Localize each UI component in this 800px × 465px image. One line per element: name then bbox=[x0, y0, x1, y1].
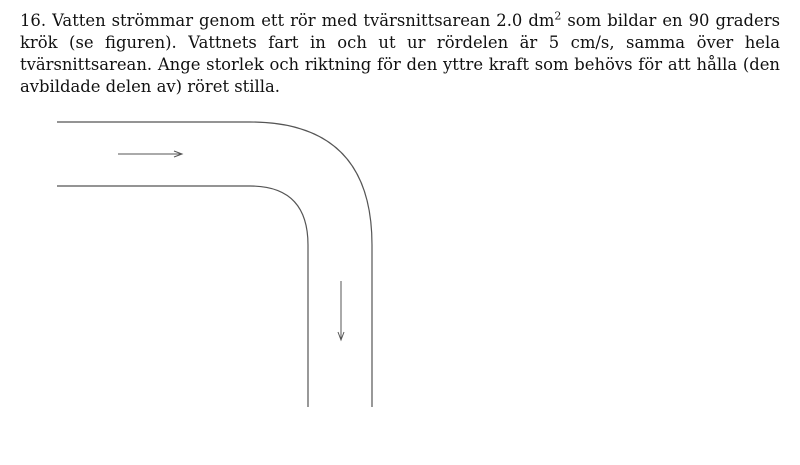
problem-body-start: Vatten strömmar genom ett rör med tvärsnittsarean 2.0 dm bbox=[52, 11, 555, 30]
area-exponent: 2 bbox=[554, 9, 562, 23]
pipe-outer-wall bbox=[57, 122, 372, 407]
inflow-arrow-icon bbox=[118, 151, 182, 157]
problem-number: 16. bbox=[20, 11, 47, 30]
problem-body-end: som bildar en 90 graders krök (se figuren). Vattnets fart in och ut ur rördelen är 5 cm/s, samma över hela tvärsnittsarean. Ange storlek och riktning för den yttre kraft som behövs för att hålla (den avbildade delen av) röret stilla. bbox=[20, 11, 780, 96]
outflow-arrow-icon bbox=[338, 281, 344, 340]
pipe-inner-wall bbox=[57, 186, 308, 407]
